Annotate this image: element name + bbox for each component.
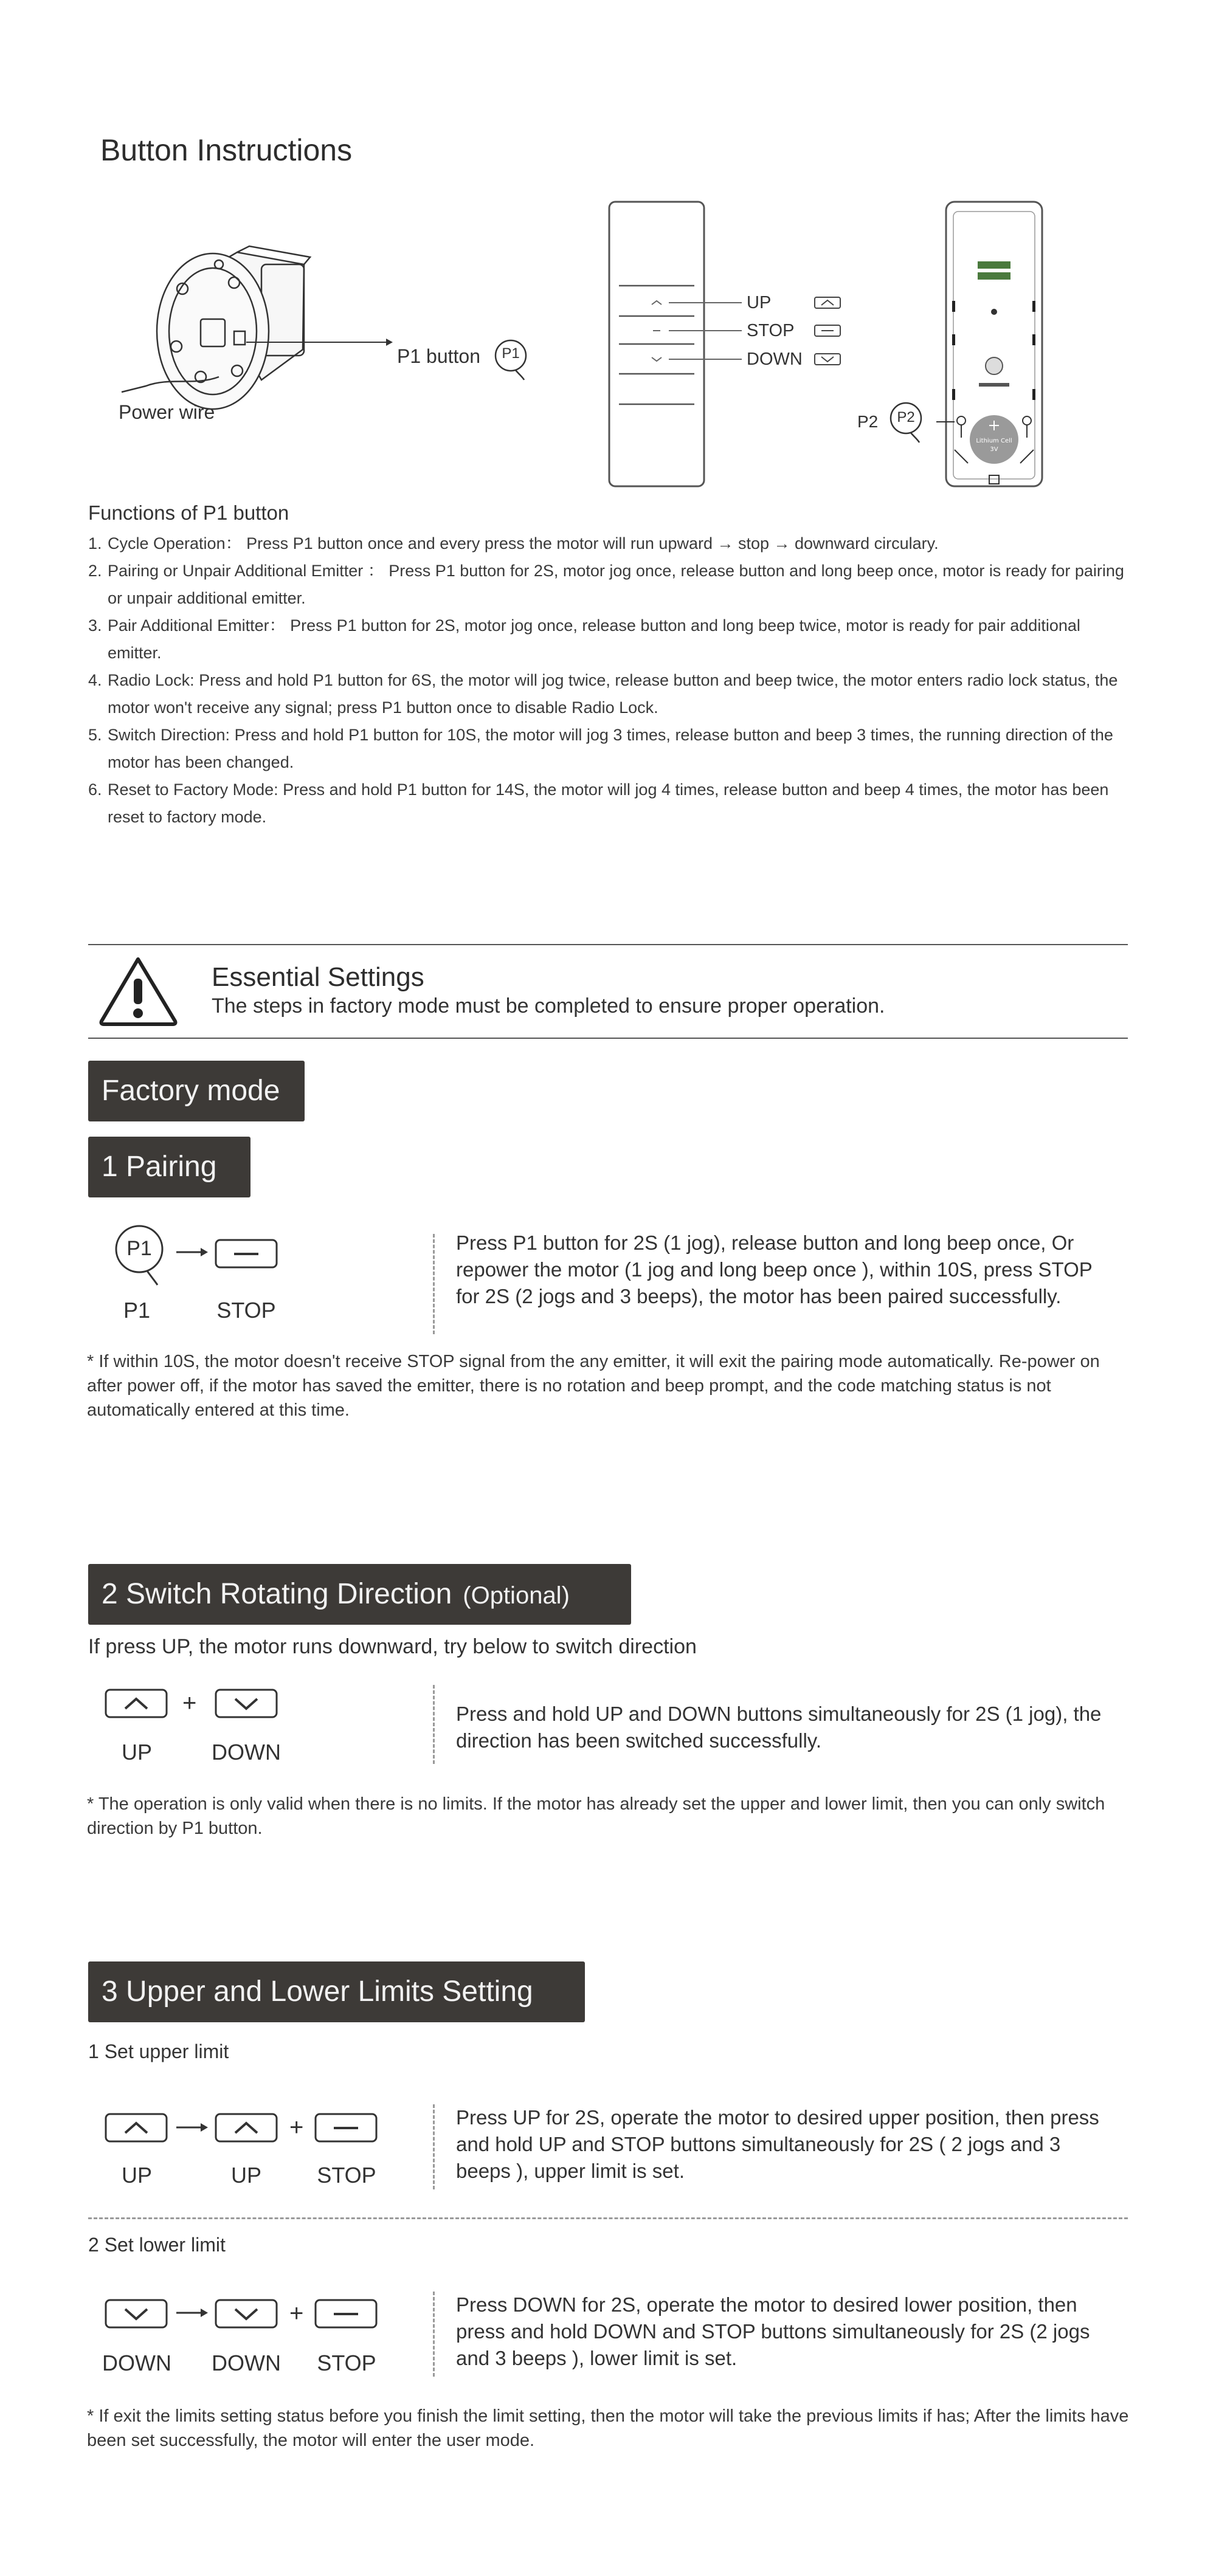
list-item-number: 6. — [88, 780, 102, 799]
list-item-text: Pair Additional Emitter： Press P1 button for 2S, motor jog once, release button and long beep twice, motor is ready for pair additional emitter. — [108, 616, 1080, 662]
battery-voltage: 3V — [990, 446, 998, 453]
list-item — [88, 667, 1134, 721]
down-button-icon — [215, 1689, 278, 1719]
up-button-icon — [105, 1689, 168, 1719]
pairing-note: If within 10S, the motor doesn't receive STOP signal from the any emitter, it will exit the pairing mode automatically. Re-power on after power off, if the motor has saved the emitter, there is no rotation and beep prompt, and the code matching status is not automatically entered at this time. — [87, 1352, 1100, 1420]
down-button-icon — [215, 2299, 278, 2329]
lower-label-stop: STOP — [317, 2350, 376, 2375]
list-item — [88, 721, 1134, 776]
switch-label-down: DOWN — [212, 1740, 281, 1765]
stop-button-icon — [314, 2299, 378, 2329]
remote-stop-label: STOP — [747, 321, 795, 340]
down-button-icon — [105, 2299, 168, 2329]
switch-label-up: UP — [121, 1740, 152, 1765]
list-item-text: Switch Direction: Press and hold P1 button for 10S, the motor will jog 3 times, release button and beep 3 times, the running direction of the motor has been changed. — [108, 726, 1113, 771]
p1-press-icon-text: P1 — [126, 1237, 152, 1260]
p2-button-icon-text: P2 — [897, 409, 915, 425]
battery-label: Lithium Cell — [976, 438, 1012, 444]
list-item-number: 4. — [88, 671, 102, 689]
list-item — [88, 612, 1134, 667]
list-item-text: Radio Lock: Press and hold P1 button for 6S, the motor will jog twice, release button and beep twice, the motor enters radio lock status, the motor won't receive any signal; press P1 button once to disable Radio Lock. — [108, 671, 1118, 717]
pairing-description: Press P1 button for 2S (1 jog), release button and long beep once, Or repower the motor (1 jog and long beep once ), within 10S, press STOP for 2S (2 jogs and 3 beeps), the motor has been paired successfully. — [456, 1231, 1093, 1307]
upper-label-up: UP — [121, 2163, 152, 2188]
switch-direction-intro: If press UP, the motor runs downward, try below to switch direction — [88, 1635, 697, 1658]
remote-down-label: DOWN — [747, 350, 803, 369]
functions-list — [88, 530, 1134, 831]
list-item — [88, 557, 1134, 612]
remote-diagram — [608, 201, 863, 489]
limits-note: If exit the limits setting status before you finish the limit setting, then the motor will take the previous limits if has; After the limits have been set successfully, the motor will enter the user mode. — [87, 2406, 1129, 2450]
essential-subtitle: The steps in factory mode must be completed to ensure proper operation. — [212, 994, 885, 1018]
switch-direction-banner-optional: (Optional) — [463, 1582, 570, 1609]
pairing-label-stop: STOP — [216, 1298, 276, 1323]
up-button-icon — [215, 2113, 278, 2143]
lower-label-down: DOWN — [212, 2350, 281, 2375]
divider — [88, 1038, 1128, 1039]
lower-limit-title: 2 Set lower limit — [88, 2234, 226, 2256]
essential-title: Essential Settings — [212, 962, 424, 992]
lower-limit-description: Press DOWN for 2S, operate the motor to desired lower position, then press and hold DOWN and STOP buttons simultaneously for 2S (2 jogs and 3 beeps ), lower limit is set. — [456, 2293, 1090, 2369]
list-item-text: Pairing or Unpair Additional Emitter ： Press P1 button for 2S, motor jog once, release button and long beep once, motor is ready for pairing or unpair additional emitter. — [108, 562, 1124, 607]
upper-label-up: UP — [230, 2163, 261, 2188]
list-item-text: Cycle Operation： Press P1 button once and every press the motor will run upward → stop → downward circulary. — [108, 534, 939, 553]
vertical-divider — [433, 1685, 435, 1764]
p2-label: P2 — [857, 412, 879, 431]
power-wire-label: Power wire — [119, 401, 215, 423]
switch-direction-description: Press and hold UP and DOWN buttons simultaneously for 2S (1 jog), the direction has been switched successfully. — [456, 1703, 1102, 1752]
list-item-number: 2. — [88, 562, 102, 580]
vertical-divider — [433, 2104, 435, 2189]
list-item — [88, 776, 1134, 831]
section-divider — [88, 2217, 1128, 2219]
stop-button-icon — [215, 1239, 278, 1269]
arrow-right-icon — [175, 1243, 209, 1261]
note-mark: * — [87, 2406, 94, 2426]
page-title: Button Instructions — [100, 133, 353, 167]
remote-up-label: UP — [747, 293, 772, 312]
warning-icon — [97, 954, 179, 1027]
p1-button-icon-text: P1 — [502, 345, 520, 362]
upper-label-stop: STOP — [317, 2163, 376, 2188]
lower-label-down: DOWN — [102, 2350, 171, 2375]
divider — [88, 944, 1128, 945]
remote-back-diagram — [936, 201, 1046, 489]
note-mark: * — [87, 1794, 94, 1814]
list-item-number: 1. — [88, 534, 102, 553]
plus-sign: + — [182, 1690, 197, 1717]
plus-sign: + — [289, 2300, 304, 2327]
vertical-divider — [433, 1234, 435, 1334]
arrow-right-icon — [175, 2118, 209, 2137]
factory-mode-banner: Factory mode — [88, 1061, 305, 1121]
stop-button-icon — [314, 2113, 378, 2143]
p1-button-label: P1 button — [397, 345, 480, 367]
vertical-divider — [433, 2292, 435, 2377]
pairing-label-p1: P1 — [123, 1298, 151, 1323]
up-button-icon — [105, 2113, 168, 2143]
switch-direction-note: The operation is only valid when there is no limits. If the motor has already set the upper and lower limit, then you can only switch direction by P1 button. — [87, 1794, 1105, 1838]
plus-sign: + — [289, 2114, 304, 2141]
list-item-number: 5. — [88, 726, 102, 744]
switch-direction-banner-title: 2 Switch Rotating Direction — [102, 1578, 452, 1610]
list-item — [88, 530, 1134, 557]
limits-banner: 3 Upper and Lower Limits Setting — [88, 1961, 585, 2022]
note-mark: * — [87, 1352, 94, 1371]
list-item-text: Reset to Factory Mode: Press and hold P1 button for 14S, the motor will jog 4 times, release button and beep 4 times, the motor has been reset to factory mode. — [108, 780, 1109, 826]
pairing-banner: 1 Pairing — [88, 1137, 250, 1197]
upper-limit-title: 1 Set upper limit — [88, 2040, 229, 2062]
switch-direction-banner — [88, 1564, 631, 1625]
upper-limit-description: Press UP for 2S, operate the motor to desired upper position, then press and hold UP and STOP buttons simultaneously for 2S ( 2 jogs and 3 beeps ), upper limit is set. — [456, 2106, 1099, 2182]
functions-title: Functions of P1 button — [88, 501, 289, 524]
arrow-right-icon — [175, 2304, 209, 2322]
list-item-number: 3. — [88, 616, 102, 635]
